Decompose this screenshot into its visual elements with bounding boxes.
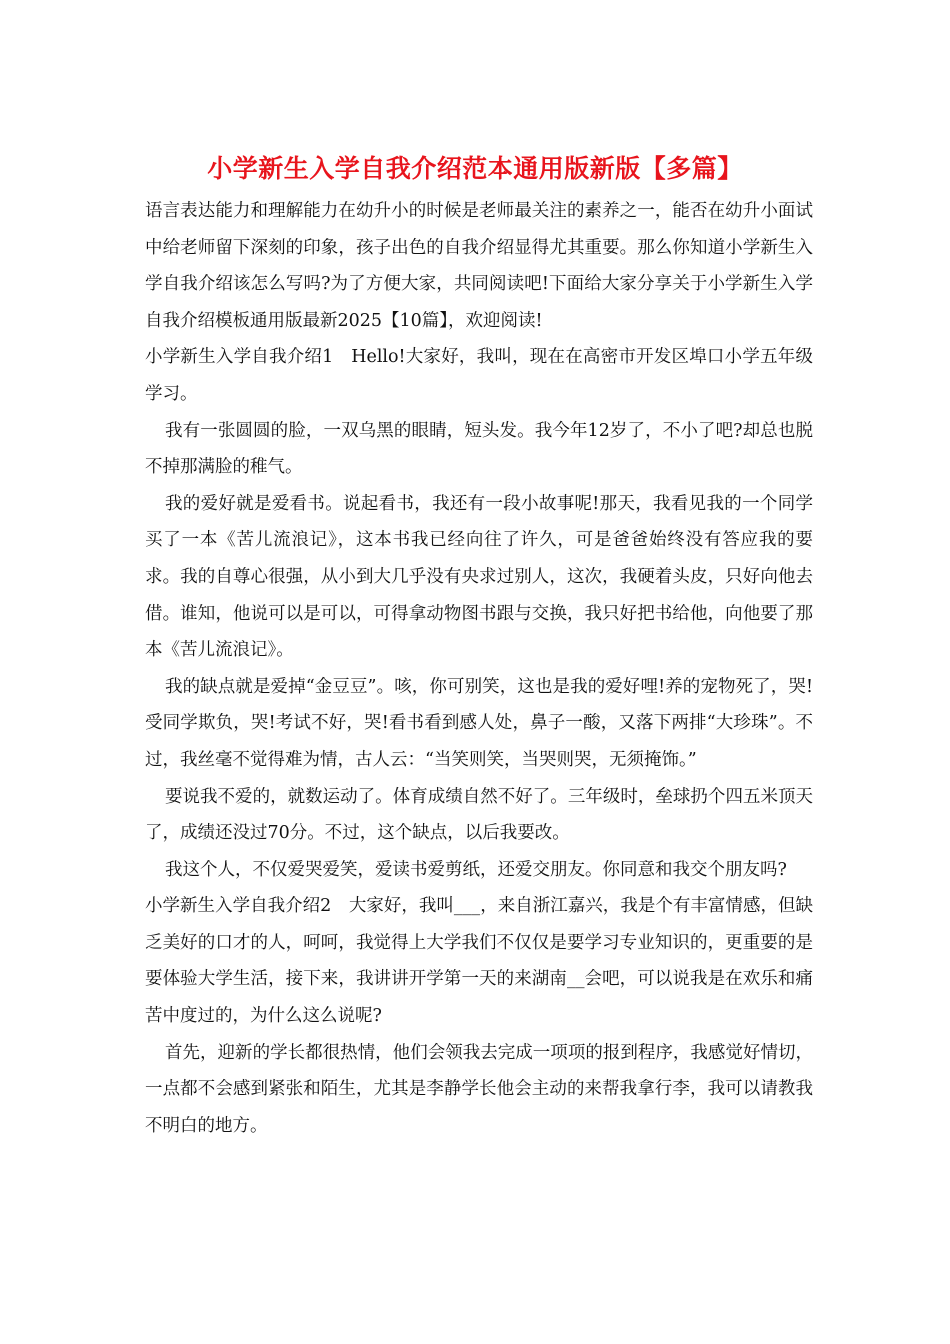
intro-paragraph: 语言表达能力和理解能力在幼升小的时候是老师最关注的素养之一，能否在幼升小面试中给老师留下深刻的印象，孩子出色的自我介绍显得尤其重要。那么你知道小学新生入学自我介绍该怎么写吗?为了方便大家，共同阅读吧!下面给大家分享关于小学新生入学自我介绍模板通用版最新2025【10篇】，欢迎阅读! — [145, 201, 813, 331]
paragraph-friends: 我这个人，不仅爱哭爱笑，爱读书爱剪纸，还爱交朋友。你同意和我交个朋友吗? — [165, 859, 787, 880]
paragraph-appearance: 我有一张圆圆的脸，一双乌黑的眼睛，短头发。我今年12岁了，不小了吧?却总也脱不掉那满脸的稚气。 — [145, 420, 813, 478]
paragraph-shortcoming: 我的缺点就是爱掉“金豆豆”。咳，你可别笑，这也是我的爱好哩!养的宠物死了，哭!受同学欺负，哭!考试不好，哭!看书看到感人处，鼻子一酸，又落下两排“大珍珠”。不过，我丝毫不觉得难为情，古人云：“当笑则笑，当哭则哭，无须掩饰。” — [145, 676, 813, 770]
section-1-heading-paragraph: 小学新生入学自我介绍1 Hello!大家好，我叫，现在在高密市开发区埠口小学五年级学习。 — [145, 347, 813, 404]
paragraph-hobby: 我的爱好就是爱看书。说起看书，我还有一段小故事呢!那天，我看见我的一个同学买了一本《苦儿流浪记》，这本书我已经向往了许久，可是爸爸始终没有答应我的要求。我的自尊心很强，从小到大几乎没有央求过别人，这次，我硬着头皮，只好向他去借。谁知，他说可以是可以，可得拿动物图书跟与交换，我只好把书给他，向他要了那本《苦儿流浪记》。 — [145, 493, 813, 661]
section-2-heading-paragraph: 小学新生入学自我介绍2 大家好，我叫___，来自浙江嘉兴，我是个有丰富情感，但缺乏美好的口才的人，呵呵，我觉得上大学我们不仅仅是要学习专业知识的，更重要的是要体验大学生活，接下来，我讲讲开学第一天的来湖南__会吧，可以说我是在欢乐和痛苦中度过的，为什么这么说呢? — [145, 896, 813, 1027]
paragraph-sports: 要说我不爱的，就数运动了。体育成绩自然不好了。三年级时，垒球扔个四五米顶天了，成绩还没过70分。不过，这个缺点，以后我要改。 — [145, 786, 813, 844]
document-body — [145, 193, 813, 1144]
paragraph-first-day: 首先，迎新的学长都很热情，他们会领我去完成一项项的报到程序，我感觉好情切，一点都不会感到紧张和陌生，尤其是李静学长他会主动的来帮我拿行李，我可以请教我不明白的地方。 — [145, 1042, 813, 1136]
document-title: 小学新生入学自我介绍范本通用版新版【多篇】 — [207, 154, 743, 183]
